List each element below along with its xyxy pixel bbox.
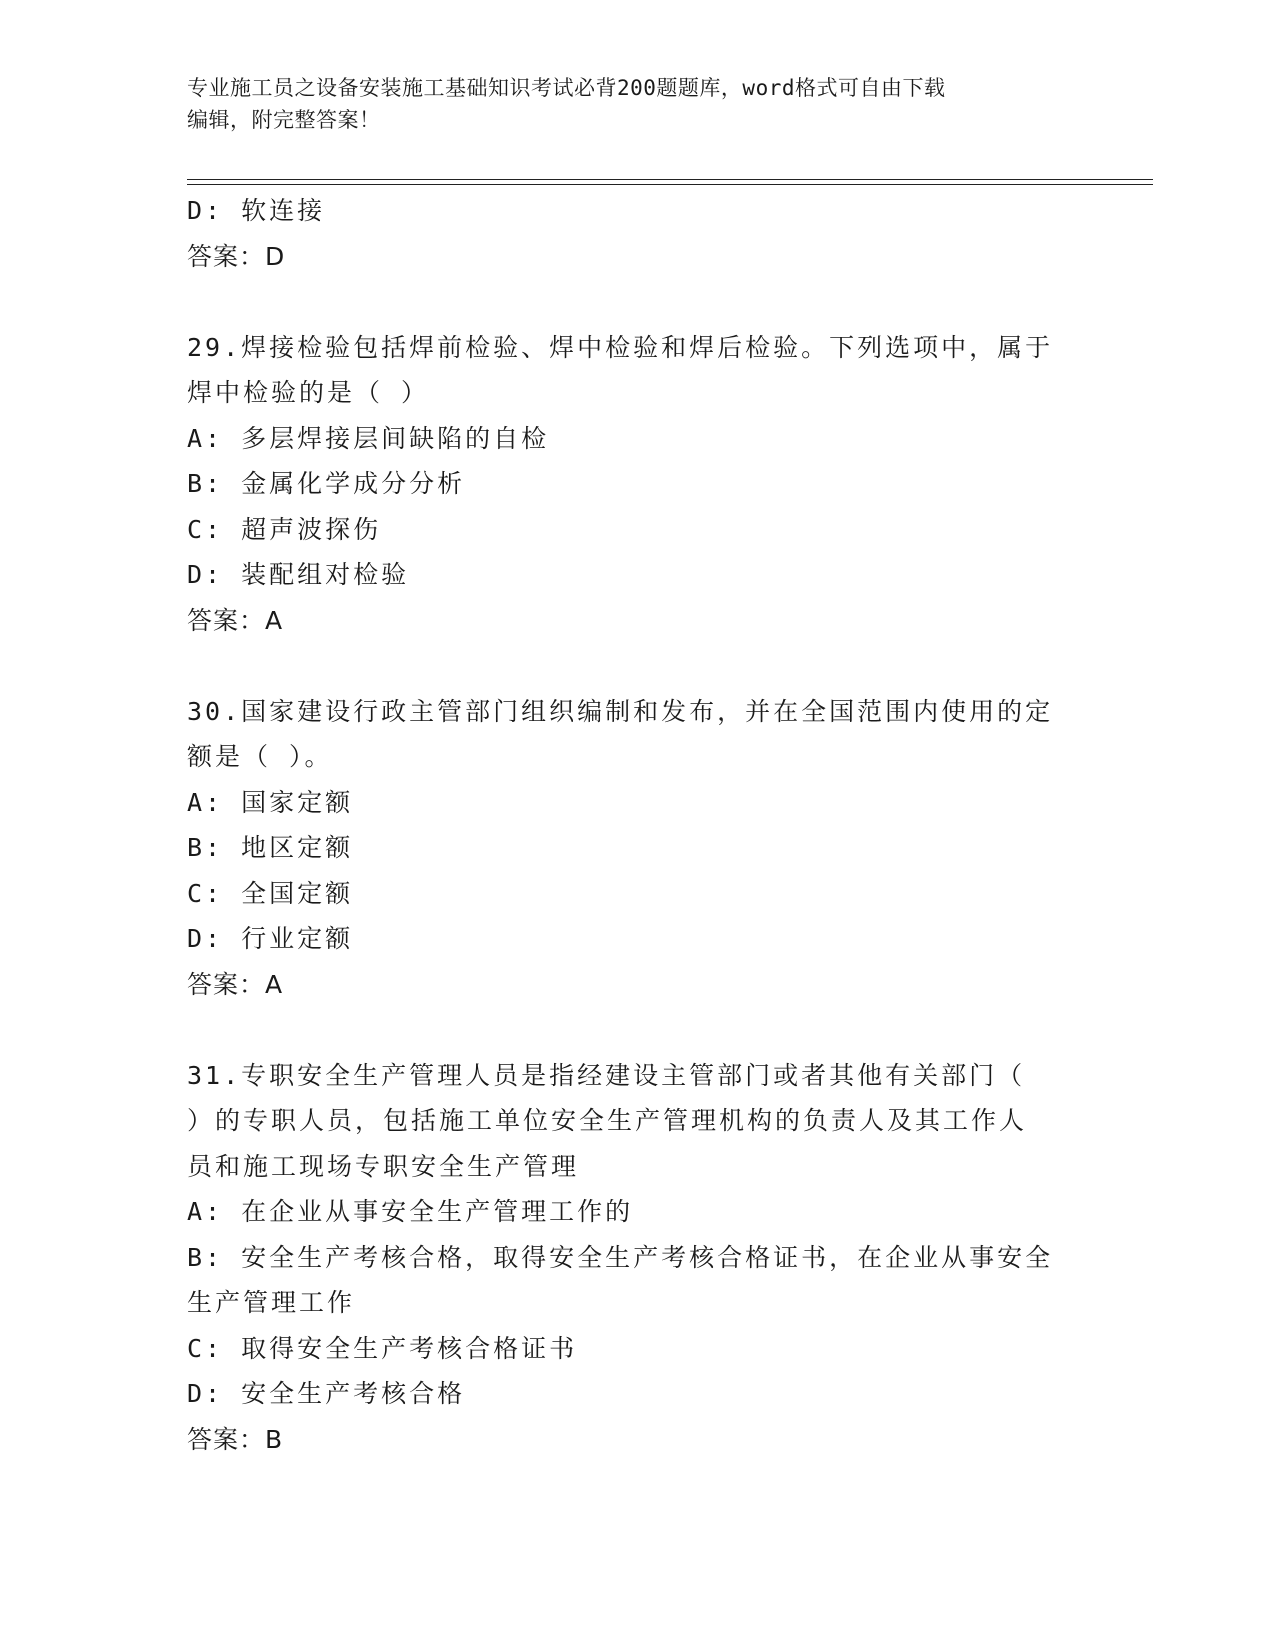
header-line-1: 专业施工员之设备安装施工基础知识考试必背200题题库，word格式可自由下载 xyxy=(187,76,946,100)
option-d: D: 装配组对检验 xyxy=(187,560,410,589)
document-header xyxy=(187,72,1087,136)
question-list xyxy=(187,188,1087,1462)
option-a: A: 多层焊接层间缺陷的自检 xyxy=(187,423,550,453)
carryover-block xyxy=(187,188,1087,279)
header-divider-bottom xyxy=(187,184,1153,185)
question-stem: 30.国家建设行政主管部门组织编制和发布，并在全国范围内使用的定 xyxy=(187,696,1054,726)
option-d: D: 行业定额 xyxy=(187,924,354,953)
header-line-2: 编辑，附完整答案！ xyxy=(187,108,381,132)
answer-line: 答案：D xyxy=(187,241,286,271)
header-divider-top xyxy=(187,179,1153,180)
option-d: D: 安全生产考核合格 xyxy=(187,1379,466,1408)
answer-line: 答案：A xyxy=(187,605,284,635)
question-stem: 焊中检验的是（ ） xyxy=(187,378,430,407)
option-c: C: 超声波探伤 xyxy=(187,514,382,544)
option-b: B: 地区定额 xyxy=(187,833,354,862)
option-c: C: 全国定额 xyxy=(187,878,354,908)
option-c: C: 取得安全生产考核合格证书 xyxy=(187,1333,578,1363)
question-stem: 员和施工现场专职安全生产管理 xyxy=(187,1151,580,1181)
question-stem: 29.焊接检验包括焊前检验、焊中检验和焊后检验。下列选项中，属于 xyxy=(187,332,1054,362)
question-30 xyxy=(187,689,1087,1008)
option-b: B: 安全生产考核合格，取得安全生产考核合格证书，在企业从事安全 xyxy=(187,1242,1054,1272)
option-b: B: 金属化学成分分析 xyxy=(187,469,466,498)
option-a: A: 国家定额 xyxy=(187,787,354,817)
question-31 xyxy=(187,1053,1087,1463)
answer-line: 答案：A xyxy=(187,969,284,999)
question-stem: 31.专职安全生产管理人员是指经建设主管部门或者其他有关部门（ xyxy=(187,1060,1026,1090)
option-a: A: 在企业从事安全生产管理工作的 xyxy=(187,1197,634,1226)
option-b-continued: 生产管理工作 xyxy=(187,1288,356,1317)
question-stem: ）的专职人员，包括施工单位安全生产管理机构的负责人及其工作人 xyxy=(187,1106,1028,1135)
answer-line: 答案：B xyxy=(187,1424,284,1454)
question-stem: 额是（ ）。 xyxy=(187,742,333,771)
question-29 xyxy=(187,325,1087,644)
option-d: D: 软连接 xyxy=(187,196,326,225)
